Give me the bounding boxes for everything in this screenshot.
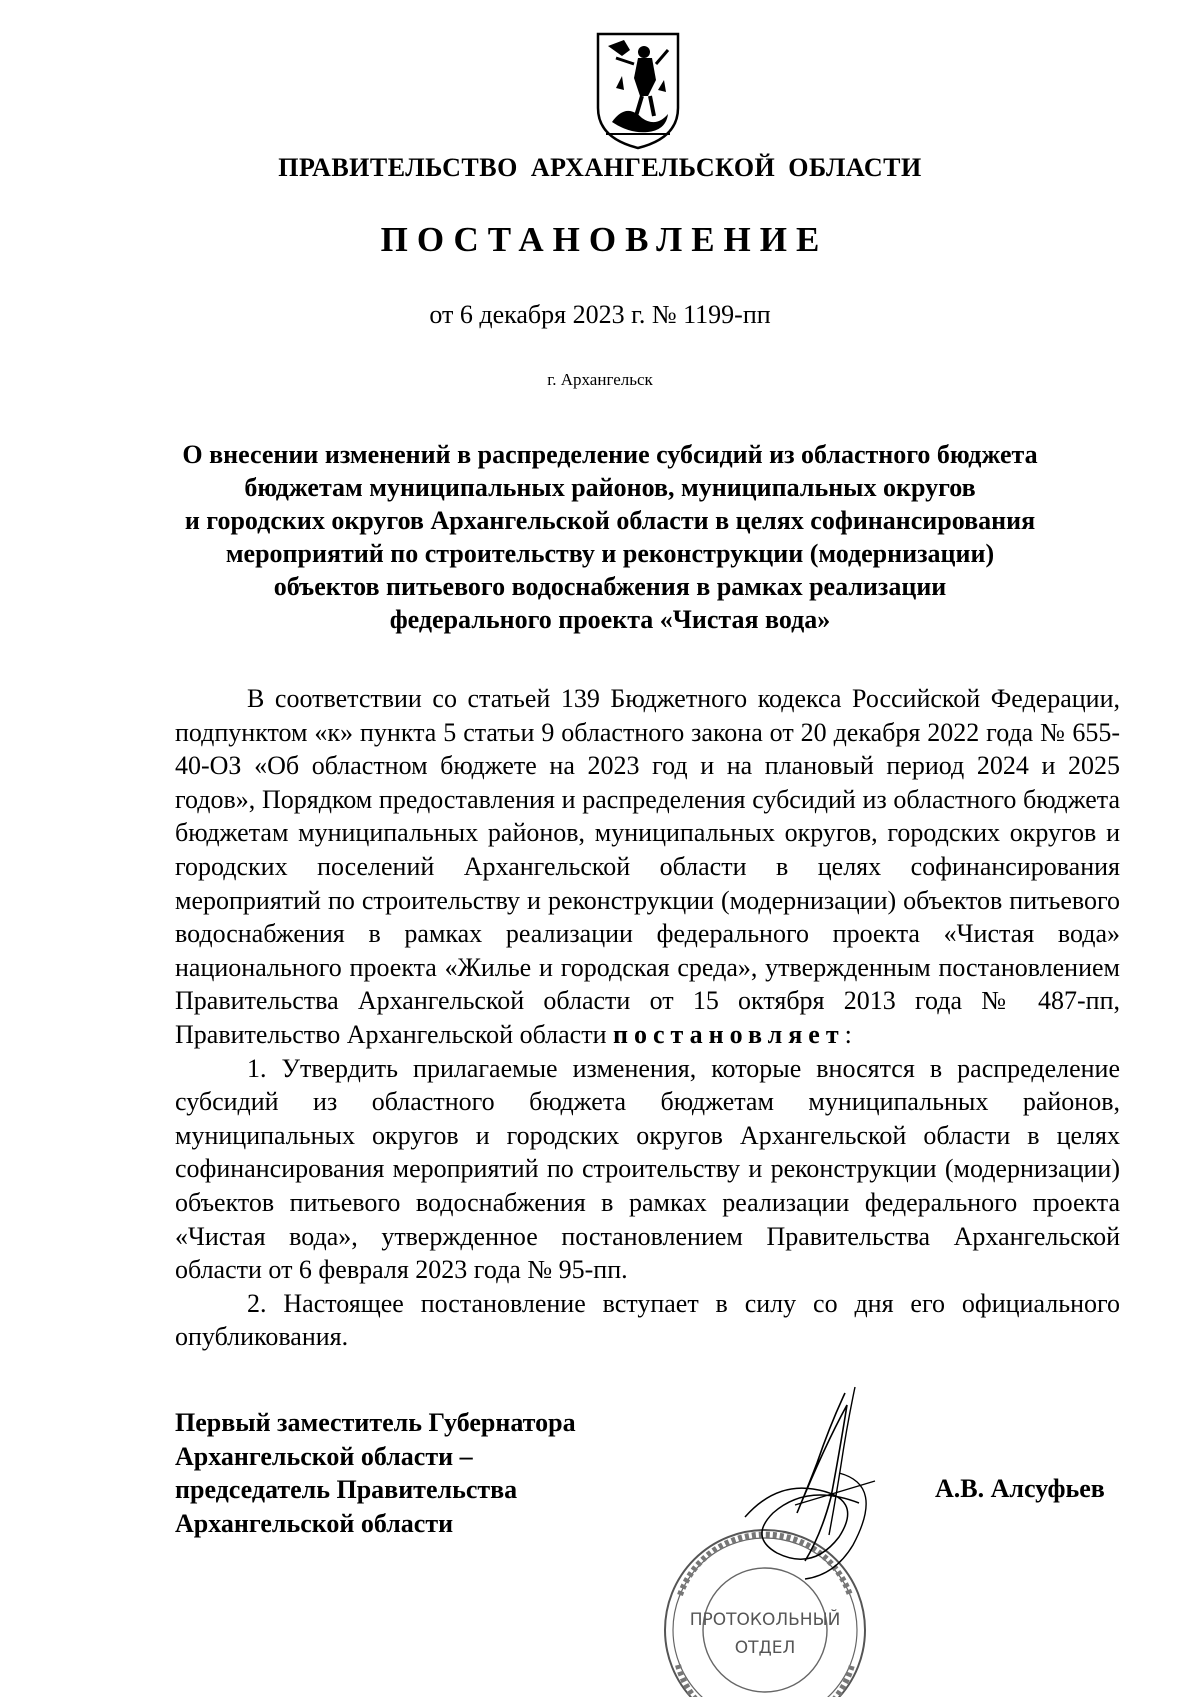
subject-line: и городских округов Архангельской области в целях софинансирования (184, 506, 1036, 535)
document-subject (150, 438, 1070, 636)
signer-position (175, 1406, 695, 1540)
preamble-paragraph (175, 682, 1120, 1052)
stamp-center-line-2: ОТДЕЛ (734, 1638, 796, 1658)
subject-line: бюджетам муниципальных районов, муниципальных округов (244, 473, 976, 502)
document-date-number: от 6 декабря 2023 г. № 1199-пп (429, 300, 771, 329)
document-city: г. Архангельск (547, 370, 653, 389)
document-body (175, 682, 1120, 1354)
signer-name: А.В. Алсуфьев (935, 1474, 1105, 1503)
handwritten-signature-icon (735, 1385, 935, 1585)
item-1-paragraph: 1. Утвердить прилагаемые изменения, которые вносятся в распределение субсидий из областного бюджета бюджетам муниципальных районов, муниципальных округов и городских округов Архангельской области в целях софинансирования мероприятий по строительству и реконструкции (модернизации) объектов питьевого водоснабжения в рамках реализации федерального проекта «Чистая вода», утвержденное постановлением Правительства Архангельской области от 6 февраля 2023 года № 95-пп. (175, 1053, 1120, 1285)
subject-line: федерального проекта «Чистая вода» (389, 605, 831, 634)
resolves-colon: : (844, 1019, 852, 1049)
signer-position-line: Архангельской области – (175, 1441, 473, 1471)
coat-of-arms-icon (594, 30, 682, 152)
preamble-text: В соответствии со статьей 139 Бюджетного кодекса Российской Федерации, подпунктом «к» пункта 5 статьи 9 областного закона от 20 декабря 2022 года № 655-40-ОЗ «Об областном бюджете на 2023 год и на плановый период 2024 и 2025 годов», Порядком предоставления и распределения субсидий из областного бюджета бюджетам муниципальных районов, муниципальных округов, городских округов и городских поселений Архангельской области в целях софинансирования мероприятий по строительству и реконструкции (модернизации) объектов питьевого водоснабжения в рамках реализации федерального проекта «Чистая вода» национального проекта «Жилье и городская среда», утвержденным постановлением Правительства Архангельской области от 15 октября 2013 года № 487-пп, Правительство Архангельской области (175, 684, 1120, 1049)
document-type: ПОСТАНОВЛЕНИЕ (380, 220, 829, 259)
stamp-center-line-1: ПРОТОКОЛЬНЫЙ (689, 1610, 841, 1630)
signer-position-line: Архангельской области (175, 1508, 454, 1538)
signer-position-line: Первый заместитель Губернатора (175, 1408, 576, 1437)
item-2-paragraph: 2. Настоящее постановление вступает в силу со дня его официального опубликования. (175, 1288, 1120, 1352)
signer-position-line: председатель Правительства (175, 1475, 518, 1504)
government-title: ПРАВИТЕЛЬСТВО АРХАНГЕЛЬСКОЙ ОБЛАСТИ (278, 153, 922, 182)
subject-line: О внесении изменений в распределение субсидий из областного бюджета (182, 440, 1038, 469)
resolves-word: постановляет (613, 1019, 845, 1049)
subject-line: мероприятий по строительству и реконструкции (модернизации) (225, 539, 995, 568)
subject-line: объектов питьевого водоснабжения в рамках реализации (273, 572, 947, 601)
